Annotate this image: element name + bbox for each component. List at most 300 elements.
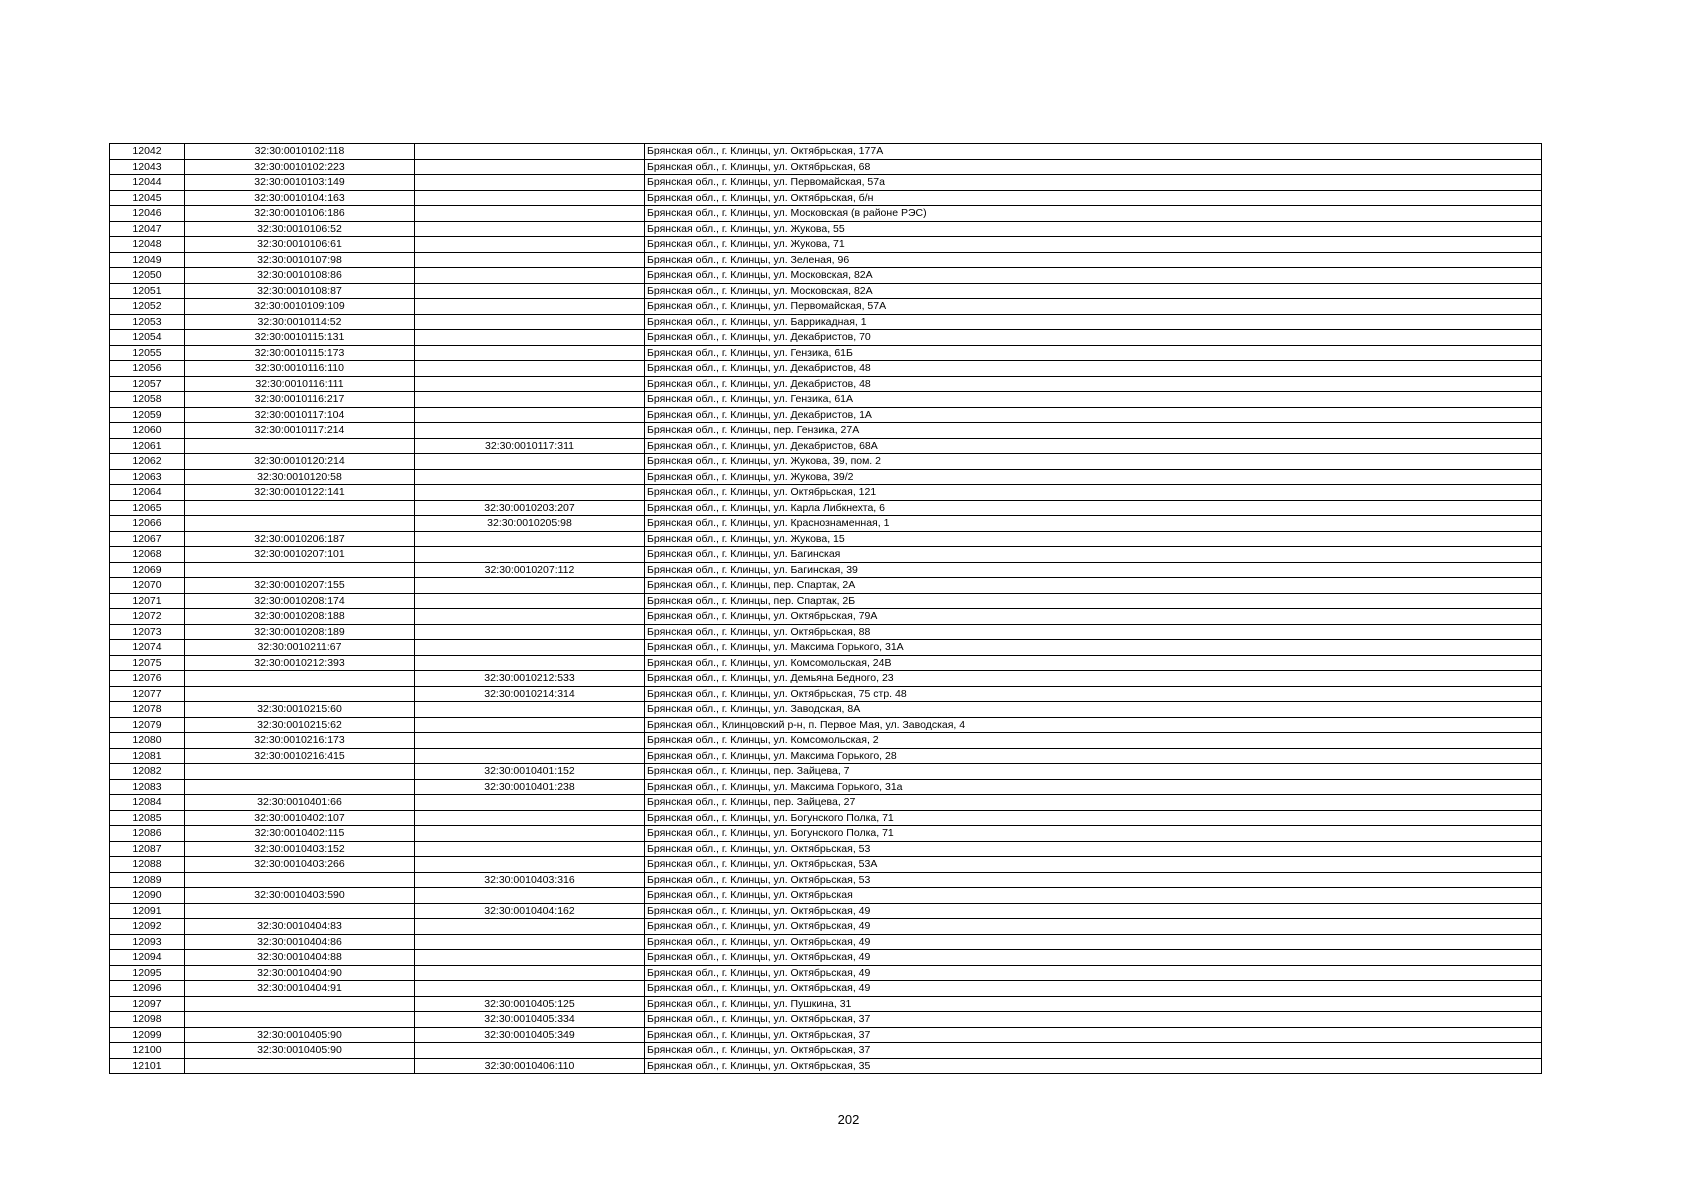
row-number-cell: 12068 xyxy=(110,547,185,563)
cadastral-number-cell: 32:30:0010208:188 xyxy=(185,609,415,625)
cadastral-number-cell xyxy=(185,516,415,532)
cadastral-number-cell: 32:30:0010403:266 xyxy=(185,857,415,873)
address-cell: Брянская обл., г. Клинцы, ул. Октябрьская, 68 xyxy=(645,159,1542,175)
table-row xyxy=(110,934,1542,950)
cadastral-number-cell: 32:30:0010116:217 xyxy=(185,392,415,408)
row-number-cell: 12061 xyxy=(110,438,185,454)
table-row xyxy=(110,237,1542,253)
cadastral-number-cell xyxy=(185,996,415,1012)
row-number-cell: 12043 xyxy=(110,159,185,175)
cadastral-number-alt-cell xyxy=(415,578,645,594)
table-row xyxy=(110,562,1542,578)
row-number-cell: 12042 xyxy=(110,144,185,160)
address-cell: Брянская обл., г. Клинцы, ул. Зеленая, 96 xyxy=(645,252,1542,268)
row-number-cell: 12045 xyxy=(110,190,185,206)
table-row xyxy=(110,423,1542,439)
cadastral-number-alt-cell xyxy=(415,795,645,811)
row-number-cell: 12065 xyxy=(110,500,185,516)
address-cell: Брянская обл., г. Клинцы, ул. Октябрьская, 49 xyxy=(645,934,1542,950)
row-number-cell: 12052 xyxy=(110,299,185,315)
row-number-cell: 12055 xyxy=(110,345,185,361)
row-number-cell: 12057 xyxy=(110,376,185,392)
cadastral-number-alt-cell xyxy=(415,531,645,547)
row-number-cell: 12074 xyxy=(110,640,185,656)
cadastral-number-alt-cell xyxy=(415,934,645,950)
table-row xyxy=(110,252,1542,268)
table-row xyxy=(110,1043,1542,1059)
cadastral-number-alt-cell xyxy=(415,252,645,268)
cadastral-number-cell: 32:30:0010109:109 xyxy=(185,299,415,315)
address-cell: Брянская обл., г. Клинцы, ул. Карла Либкнехта, 6 xyxy=(645,500,1542,516)
address-cell: Брянская обл., г. Клинцы, ул. Демьяна Бедного, 23 xyxy=(645,671,1542,687)
table-row xyxy=(110,314,1542,330)
address-cell: Брянская обл., г. Клинцы, ул. Октябрьская xyxy=(645,888,1542,904)
cadastral-number-alt-cell xyxy=(415,407,645,423)
row-number-cell: 12056 xyxy=(110,361,185,377)
cadastral-number-cell xyxy=(185,500,415,516)
row-number-cell: 12082 xyxy=(110,764,185,780)
cadastral-number-alt-cell xyxy=(415,268,645,284)
cadastral-number-cell xyxy=(185,671,415,687)
row-number-cell: 12097 xyxy=(110,996,185,1012)
address-cell: Брянская обл., г. Клинцы, ул. Максима Горького, 31а xyxy=(645,779,1542,795)
table-row xyxy=(110,764,1542,780)
table-row xyxy=(110,330,1542,346)
row-number-cell: 12046 xyxy=(110,206,185,222)
table-row xyxy=(110,950,1542,966)
table-row xyxy=(110,826,1542,842)
cadastral-number-cell: 32:30:0010106:61 xyxy=(185,237,415,253)
address-cell: Брянская обл., г. Клинцы, ул. Первомайская, 57а xyxy=(645,175,1542,191)
address-cell: Брянская обл., г. Клинцы, ул. Декабристов, 70 xyxy=(645,330,1542,346)
address-cell: Брянская обл., Клинцовский р-н, п. Первое Мая, ул. Заводская, 4 xyxy=(645,717,1542,733)
table-row xyxy=(110,438,1542,454)
cadastral-number-alt-cell xyxy=(415,826,645,842)
table-row xyxy=(110,392,1542,408)
cadastral-number-cell: 32:30:0010102:118 xyxy=(185,144,415,160)
cadastral-number-alt-cell xyxy=(415,361,645,377)
address-cell: Брянская обл., г. Клинцы, ул. Октябрьская, 79А xyxy=(645,609,1542,625)
row-number-cell: 12080 xyxy=(110,733,185,749)
cadastral-number-alt-cell xyxy=(415,299,645,315)
address-cell: Брянская обл., г. Клинцы, ул. Московская, 82А xyxy=(645,268,1542,284)
table-row xyxy=(110,1058,1542,1074)
cadastral-number-cell xyxy=(185,1058,415,1074)
cadastral-number-alt-cell xyxy=(415,221,645,237)
table-row xyxy=(110,376,1542,392)
cadastral-number-alt-cell xyxy=(415,810,645,826)
row-number-cell: 12088 xyxy=(110,857,185,873)
cadastral-number-alt-cell: 32:30:0010404:162 xyxy=(415,903,645,919)
cadastral-number-alt-cell xyxy=(415,950,645,966)
cadastral-number-cell xyxy=(185,779,415,795)
address-cell: Брянская обл., г. Клинцы, ул. Октябрьская, 49 xyxy=(645,950,1542,966)
row-number-cell: 12098 xyxy=(110,1012,185,1028)
row-number-cell: 12050 xyxy=(110,268,185,284)
cadastral-number-cell: 32:30:0010211:67 xyxy=(185,640,415,656)
address-cell: Брянская обл., г. Клинцы, ул. Декабристов, 48 xyxy=(645,361,1542,377)
row-number-cell: 12081 xyxy=(110,748,185,764)
cadastral-number-cell: 32:30:0010404:91 xyxy=(185,981,415,997)
cadastral-number-alt-cell: 32:30:0010214:314 xyxy=(415,686,645,702)
address-cell: Брянская обл., г. Клинцы, ул. Декабристов, 68А xyxy=(645,438,1542,454)
address-cell: Брянская обл., г. Клинцы, ул. Октябрьская, 49 xyxy=(645,903,1542,919)
table-row xyxy=(110,531,1542,547)
address-cell: Брянская обл., г. Клинцы, ул. Максима Горького, 28 xyxy=(645,748,1542,764)
table-row xyxy=(110,500,1542,516)
address-cell: Брянская обл., г. Клинцы, ул. Пушкина, 31 xyxy=(645,996,1542,1012)
cadastral-number-alt-cell xyxy=(415,423,645,439)
table-row xyxy=(110,1027,1542,1043)
table-row xyxy=(110,717,1542,733)
cadastral-number-cell: 32:30:0010212:393 xyxy=(185,655,415,671)
table-row xyxy=(110,593,1542,609)
cadastral-number-alt-cell xyxy=(415,330,645,346)
cadastral-number-alt-cell xyxy=(415,593,645,609)
row-number-cell: 12051 xyxy=(110,283,185,299)
row-number-cell: 12096 xyxy=(110,981,185,997)
address-cell: Брянская обл., г. Клинцы, ул. Октябрьская, 53 xyxy=(645,841,1542,857)
row-number-cell: 12095 xyxy=(110,965,185,981)
address-cell: Брянская обл., г. Клинцы, ул. Октябрьская, 121 xyxy=(645,485,1542,501)
table-row xyxy=(110,841,1542,857)
cadastral-number-alt-cell xyxy=(415,1043,645,1059)
row-number-cell: 12073 xyxy=(110,624,185,640)
row-number-cell: 12069 xyxy=(110,562,185,578)
table-row xyxy=(110,221,1542,237)
table-row xyxy=(110,469,1542,485)
row-number-cell: 12054 xyxy=(110,330,185,346)
cadastral-number-cell: 32:30:0010103:149 xyxy=(185,175,415,191)
cadastral-number-alt-cell xyxy=(415,733,645,749)
table-row xyxy=(110,190,1542,206)
cadastral-number-cell: 32:30:0010116:111 xyxy=(185,376,415,392)
cadastral-number-alt-cell: 32:30:0010401:238 xyxy=(415,779,645,795)
address-cell: Брянская обл., г. Клинцы, ул. Багинская, 39 xyxy=(645,562,1542,578)
table-row xyxy=(110,283,1542,299)
cadastral-number-alt-cell xyxy=(415,175,645,191)
address-cell: Брянская обл., г. Клинцы, ул. Жукова, 55 xyxy=(645,221,1542,237)
cadastral-number-alt-cell xyxy=(415,624,645,640)
cadastral-number-cell: 32:30:0010405:90 xyxy=(185,1043,415,1059)
cadastral-number-alt-cell xyxy=(415,640,645,656)
cadastral-number-cell xyxy=(185,686,415,702)
cadastral-number-cell: 32:30:0010404:83 xyxy=(185,919,415,935)
row-number-cell: 12048 xyxy=(110,237,185,253)
cadastral-number-cell xyxy=(185,764,415,780)
row-number-cell: 12064 xyxy=(110,485,185,501)
row-number-cell: 12093 xyxy=(110,934,185,950)
table-row xyxy=(110,578,1542,594)
row-number-cell: 12094 xyxy=(110,950,185,966)
cadastral-number-cell: 32:30:0010107:98 xyxy=(185,252,415,268)
cadastral-number-alt-cell xyxy=(415,981,645,997)
page-number: 202 xyxy=(837,1112,860,1127)
table-row xyxy=(110,779,1542,795)
row-number-cell: 12060 xyxy=(110,423,185,439)
cadastral-number-alt-cell: 32:30:0010207:112 xyxy=(415,562,645,578)
cadastral-number-alt-cell: 32:30:0010405:349 xyxy=(415,1027,645,1043)
address-cell: Брянская обл., г. Клинцы, ул. Октябрьская, 88 xyxy=(645,624,1542,640)
address-cell: Брянская обл., г. Клинцы, ул. Октябрьская, 49 xyxy=(645,981,1542,997)
cadastral-number-cell: 32:30:0010120:214 xyxy=(185,454,415,470)
cadastral-number-cell: 32:30:0010114:52 xyxy=(185,314,415,330)
table-row xyxy=(110,1012,1542,1028)
table-row xyxy=(110,361,1542,377)
cadastral-number-alt-cell xyxy=(415,919,645,935)
registry-table xyxy=(109,143,1542,1074)
cadastral-number-cell: 32:30:0010215:62 xyxy=(185,717,415,733)
cadastral-number-cell: 32:30:0010404:90 xyxy=(185,965,415,981)
cadastral-number-cell: 32:30:0010122:141 xyxy=(185,485,415,501)
table-row xyxy=(110,888,1542,904)
cadastral-number-cell: 32:30:0010106:52 xyxy=(185,221,415,237)
address-cell: Брянская обл., г. Клинцы, ул. Жукова, 71 xyxy=(645,237,1542,253)
row-number-cell: 12086 xyxy=(110,826,185,842)
cadastral-number-cell: 32:30:0010102:223 xyxy=(185,159,415,175)
row-number-cell: 12090 xyxy=(110,888,185,904)
table-row xyxy=(110,206,1542,222)
cadastral-number-alt-cell: 32:30:0010403:316 xyxy=(415,872,645,888)
cadastral-number-cell: 32:30:0010402:107 xyxy=(185,810,415,826)
row-number-cell: 12100 xyxy=(110,1043,185,1059)
address-cell: Брянская обл., г. Клинцы, пер. Гензика, 27А xyxy=(645,423,1542,439)
table-row xyxy=(110,872,1542,888)
table-row xyxy=(110,609,1542,625)
cadastral-number-alt-cell xyxy=(415,857,645,873)
address-cell: Брянская обл., г. Клинцы, ул. Жукова, 15 xyxy=(645,531,1542,547)
table-row xyxy=(110,671,1542,687)
address-cell: Брянская обл., г. Клинцы, ул. Краснознаменная, 1 xyxy=(645,516,1542,532)
cadastral-number-cell: 32:30:0010104:163 xyxy=(185,190,415,206)
address-cell: Брянская обл., г. Клинцы, ул. Первомайская, 57А xyxy=(645,299,1542,315)
cadastral-number-alt-cell xyxy=(415,469,645,485)
cadastral-number-cell: 32:30:0010402:115 xyxy=(185,826,415,842)
table-row xyxy=(110,454,1542,470)
cadastral-number-cell: 32:30:0010216:173 xyxy=(185,733,415,749)
table-row xyxy=(110,407,1542,423)
address-cell: Брянская обл., г. Клинцы, пер. Спартак, 2Б xyxy=(645,593,1542,609)
cadastral-number-alt-cell xyxy=(415,609,645,625)
address-cell: Брянская обл., г. Клинцы, ул. Октябрьская, 53 xyxy=(645,872,1542,888)
address-cell: Брянская обл., г. Клинцы, ул. Октябрьская, 75 стр. 48 xyxy=(645,686,1542,702)
cadastral-number-alt-cell xyxy=(415,888,645,904)
table-row xyxy=(110,299,1542,315)
cadastral-number-cell: 32:30:0010401:66 xyxy=(185,795,415,811)
row-number-cell: 12083 xyxy=(110,779,185,795)
address-cell: Брянская обл., г. Клинцы, ул. Октябрьская, 177А xyxy=(645,144,1542,160)
cadastral-number-cell xyxy=(185,438,415,454)
address-cell: Брянская обл., г. Клинцы, ул. Баррикадная, 1 xyxy=(645,314,1542,330)
row-number-cell: 12066 xyxy=(110,516,185,532)
cadastral-number-alt-cell xyxy=(415,159,645,175)
address-cell: Брянская обл., г. Клинцы, ул. Заводская, 8А xyxy=(645,702,1542,718)
row-number-cell: 12072 xyxy=(110,609,185,625)
table-row xyxy=(110,702,1542,718)
row-number-cell: 12092 xyxy=(110,919,185,935)
cadastral-number-alt-cell xyxy=(415,345,645,361)
cadastral-number-cell: 32:30:0010404:88 xyxy=(185,950,415,966)
row-number-cell: 12075 xyxy=(110,655,185,671)
row-number-cell: 12079 xyxy=(110,717,185,733)
cadastral-number-cell xyxy=(185,903,415,919)
address-cell: Брянская обл., г. Клинцы, ул. Октябрьская, 49 xyxy=(645,919,1542,935)
table-row xyxy=(110,996,1542,1012)
table-row xyxy=(110,919,1542,935)
cadastral-number-cell: 32:30:0010206:187 xyxy=(185,531,415,547)
cadastral-number-alt-cell: 32:30:0010406:110 xyxy=(415,1058,645,1074)
cadastral-number-alt-cell xyxy=(415,237,645,253)
cadastral-number-alt-cell xyxy=(415,748,645,764)
address-cell: Брянская обл., г. Клинцы, ул. Московская, 82А xyxy=(645,283,1542,299)
table-row xyxy=(110,810,1542,826)
cadastral-number-cell: 32:30:0010216:415 xyxy=(185,748,415,764)
table-row xyxy=(110,547,1542,563)
table-row xyxy=(110,144,1542,160)
cadastral-number-alt-cell xyxy=(415,717,645,733)
row-number-cell: 12058 xyxy=(110,392,185,408)
cadastral-number-alt-cell xyxy=(415,965,645,981)
address-cell: Брянская обл., г. Клинцы, пер. Зайцева, 27 xyxy=(645,795,1542,811)
address-cell: Брянская обл., г. Клинцы, ул. Октябрьская, 53А xyxy=(645,857,1542,873)
table-row xyxy=(110,655,1542,671)
row-number-cell: 12077 xyxy=(110,686,185,702)
cadastral-number-cell: 32:30:0010106:186 xyxy=(185,206,415,222)
row-number-cell: 12076 xyxy=(110,671,185,687)
cadastral-number-cell: 32:30:0010403:152 xyxy=(185,841,415,857)
address-cell: Брянская обл., г. Клинцы, ул. Жукова, 39/2 xyxy=(645,469,1542,485)
row-number-cell: 12085 xyxy=(110,810,185,826)
row-number-cell: 12053 xyxy=(110,314,185,330)
cadastral-number-cell: 32:30:0010207:155 xyxy=(185,578,415,594)
table-row xyxy=(110,640,1542,656)
row-number-cell: 12084 xyxy=(110,795,185,811)
cadastral-number-cell: 32:30:0010405:90 xyxy=(185,1027,415,1043)
cadastral-number-alt-cell: 32:30:0010405:334 xyxy=(415,1012,645,1028)
cadastral-number-cell: 32:30:0010208:174 xyxy=(185,593,415,609)
cadastral-number-cell xyxy=(185,872,415,888)
row-number-cell: 12101 xyxy=(110,1058,185,1074)
cadastral-number-cell: 32:30:0010115:173 xyxy=(185,345,415,361)
row-number-cell: 12049 xyxy=(110,252,185,268)
cadastral-number-alt-cell xyxy=(415,655,645,671)
address-cell: Брянская обл., г. Клинцы, ул. Октябрьская, б/н xyxy=(645,190,1542,206)
cadastral-number-cell: 32:30:0010108:87 xyxy=(185,283,415,299)
address-cell: Брянская обл., г. Клинцы, ул. Московская (в районе РЭС) xyxy=(645,206,1542,222)
row-number-cell: 12099 xyxy=(110,1027,185,1043)
table-row xyxy=(110,516,1542,532)
address-cell: Брянская обл., г. Клинцы, ул. Максима Горького, 31А xyxy=(645,640,1542,656)
cadastral-number-alt-cell xyxy=(415,702,645,718)
cadastral-number-alt-cell xyxy=(415,485,645,501)
cadastral-number-alt-cell xyxy=(415,392,645,408)
cadastral-number-cell xyxy=(185,562,415,578)
row-number-cell: 12063 xyxy=(110,469,185,485)
cadastral-number-alt-cell xyxy=(415,206,645,222)
cadastral-number-alt-cell xyxy=(415,144,645,160)
cadastral-number-alt-cell: 32:30:0010203:207 xyxy=(415,500,645,516)
row-number-cell: 12071 xyxy=(110,593,185,609)
row-number-cell: 12044 xyxy=(110,175,185,191)
cadastral-number-cell: 32:30:0010117:214 xyxy=(185,423,415,439)
cadastral-number-alt-cell: 32:30:0010205:98 xyxy=(415,516,645,532)
table-row xyxy=(110,485,1542,501)
row-number-cell: 12062 xyxy=(110,454,185,470)
table-row xyxy=(110,624,1542,640)
cadastral-number-alt-cell: 32:30:0010401:152 xyxy=(415,764,645,780)
address-cell: Брянская обл., г. Клинцы, ул. Богунского Полка, 71 xyxy=(645,810,1542,826)
address-cell: Брянская обл., г. Клинцы, пер. Зайцева, 7 xyxy=(645,764,1542,780)
table-row xyxy=(110,857,1542,873)
cadastral-number-cell: 32:30:0010116:110 xyxy=(185,361,415,377)
table-row xyxy=(110,686,1542,702)
cadastral-number-alt-cell: 32:30:0010117:311 xyxy=(415,438,645,454)
cadastral-number-cell: 32:30:0010108:86 xyxy=(185,268,415,284)
cadastral-number-alt-cell xyxy=(415,283,645,299)
cadastral-number-cell: 32:30:0010117:104 xyxy=(185,407,415,423)
address-cell: Брянская обл., г. Клинцы, ул. Октябрьская, 49 xyxy=(645,965,1542,981)
address-cell: Брянская обл., г. Клинцы, ул. Октябрьская, 37 xyxy=(645,1012,1542,1028)
registry-table-body xyxy=(110,144,1542,1074)
cadastral-number-alt-cell xyxy=(415,841,645,857)
row-number-cell: 12047 xyxy=(110,221,185,237)
cadastral-number-cell: 32:30:0010208:189 xyxy=(185,624,415,640)
cadastral-number-cell: 32:30:0010115:131 xyxy=(185,330,415,346)
address-cell: Брянская обл., г. Клинцы, ул. Комсомольская, 2 xyxy=(645,733,1542,749)
table-row xyxy=(110,733,1542,749)
table-row xyxy=(110,795,1542,811)
cadastral-number-cell xyxy=(185,1012,415,1028)
address-cell: Брянская обл., г. Клинцы, ул. Гензика, 61Б xyxy=(645,345,1542,361)
cadastral-number-alt-cell xyxy=(415,314,645,330)
address-cell: Брянская обл., г. Клинцы, ул. Гензика, 61А xyxy=(645,392,1542,408)
address-cell: Брянская обл., г. Клинцы, ул. Декабристов, 1А xyxy=(645,407,1542,423)
table-row xyxy=(110,748,1542,764)
address-cell: Брянская обл., г. Клинцы, ул. Жукова, 39, пом. 2 xyxy=(645,454,1542,470)
cadastral-number-alt-cell xyxy=(415,454,645,470)
cadastral-number-alt-cell: 32:30:0010212:533 xyxy=(415,671,645,687)
row-number-cell: 12087 xyxy=(110,841,185,857)
table-row xyxy=(110,903,1542,919)
cadastral-number-cell: 32:30:0010207:101 xyxy=(185,547,415,563)
row-number-cell: 12059 xyxy=(110,407,185,423)
row-number-cell: 12067 xyxy=(110,531,185,547)
address-cell: Брянская обл., г. Клинцы, ул. Декабристов, 48 xyxy=(645,376,1542,392)
cadastral-number-alt-cell: 32:30:0010405:125 xyxy=(415,996,645,1012)
table-row xyxy=(110,268,1542,284)
row-number-cell: 12078 xyxy=(110,702,185,718)
table-row xyxy=(110,965,1542,981)
address-cell: Брянская обл., г. Клинцы, ул. Багинская xyxy=(645,547,1542,563)
cadastral-number-cell: 32:30:0010403:590 xyxy=(185,888,415,904)
address-cell: Брянская обл., г. Клинцы, ул. Богунского Полка, 71 xyxy=(645,826,1542,842)
cadastral-number-cell: 32:30:0010404:86 xyxy=(185,934,415,950)
address-cell: Брянская обл., г. Клинцы, пер. Спартак, 2А xyxy=(645,578,1542,594)
table-row xyxy=(110,345,1542,361)
row-number-cell: 12070 xyxy=(110,578,185,594)
table-row xyxy=(110,175,1542,191)
address-cell: Брянская обл., г. Клинцы, ул. Октябрьская, 35 xyxy=(645,1058,1542,1074)
row-number-cell: 12089 xyxy=(110,872,185,888)
cadastral-number-alt-cell xyxy=(415,190,645,206)
address-cell: Брянская обл., г. Клинцы, ул. Октябрьская, 37 xyxy=(645,1043,1542,1059)
table-row xyxy=(110,159,1542,175)
cadastral-number-alt-cell xyxy=(415,376,645,392)
row-number-cell: 12091 xyxy=(110,903,185,919)
cadastral-number-alt-cell xyxy=(415,547,645,563)
address-cell: Брянская обл., г. Клинцы, ул. Октябрьская, 37 xyxy=(645,1027,1542,1043)
address-cell: Брянская обл., г. Клинцы, ул. Комсомольская, 24В xyxy=(645,655,1542,671)
